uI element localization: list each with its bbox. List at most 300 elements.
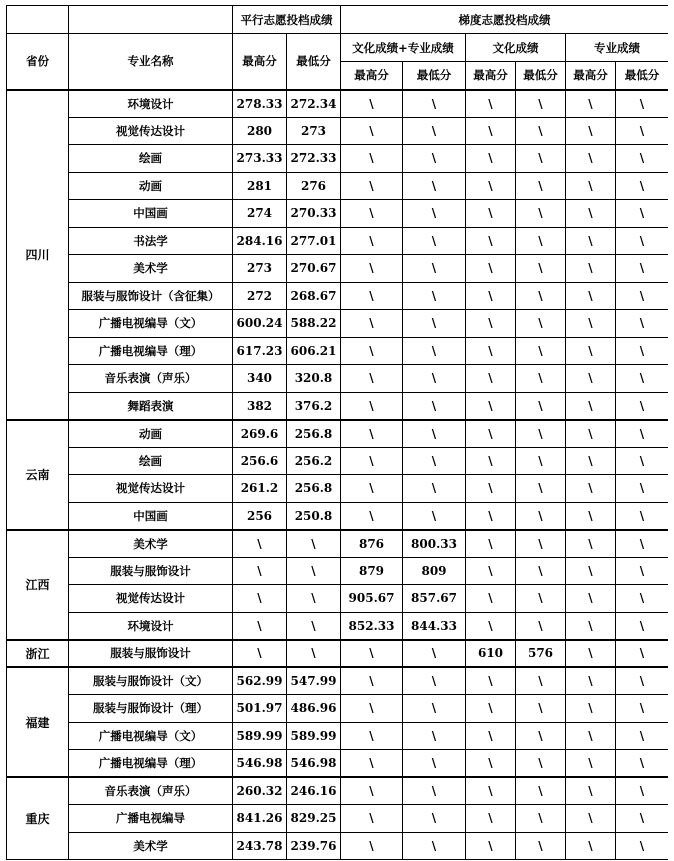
score-cell: \: [616, 447, 669, 475]
score-cell: \: [516, 750, 566, 778]
score-cell: \: [566, 337, 616, 365]
major-name-cell: 广播电视编导（理）: [69, 337, 233, 365]
score-cell: \: [287, 612, 341, 640]
score-cell: \: [466, 557, 516, 585]
score-cell: \: [466, 722, 516, 750]
major-name-cell: 中国画: [69, 200, 233, 228]
score-cell: 857.67: [403, 585, 466, 613]
score-cell: 320.8: [287, 365, 341, 393]
score-cell: \: [566, 255, 616, 283]
score-cell: \: [516, 90, 566, 118]
score-cell: \: [466, 585, 516, 613]
score-cell: 589.99: [287, 722, 341, 750]
score-cell: \: [403, 722, 466, 750]
score-cell: 617.23: [233, 337, 287, 365]
score-cell: \: [516, 420, 566, 448]
score-cell: \: [516, 227, 566, 255]
score-cell: \: [566, 695, 616, 723]
score-cell: \: [566, 612, 616, 640]
score-cell: \: [466, 310, 516, 338]
score-cell: \: [466, 145, 516, 173]
table-row: [7, 227, 669, 255]
score-cell: \: [616, 365, 669, 393]
score-cell: \: [516, 722, 566, 750]
table-row: [7, 420, 669, 448]
score-cell: \: [341, 145, 403, 173]
score-cell: \: [287, 530, 341, 558]
score-cell: \: [616, 502, 669, 530]
major-name-cell: 美术学: [69, 832, 233, 860]
header-gradient: 梯度志愿投档成绩: [341, 6, 669, 34]
score-cell: \: [341, 282, 403, 310]
score-cell: \: [466, 282, 516, 310]
header-combined-max: 最高分: [341, 62, 403, 90]
score-cell: \: [516, 310, 566, 338]
score-cell: \: [516, 530, 566, 558]
score-cell: \: [566, 420, 616, 448]
score-cell: \: [466, 530, 516, 558]
score-cell: \: [616, 227, 669, 255]
major-name-cell: 服装与服饰设计: [69, 557, 233, 585]
score-cell: \: [403, 117, 466, 145]
score-cell: \: [616, 282, 669, 310]
score-cell: 276: [287, 172, 341, 200]
score-cell: \: [341, 172, 403, 200]
score-cell: \: [403, 502, 466, 530]
score-cell: 269.6: [233, 420, 287, 448]
province-cell: 浙江: [7, 640, 69, 668]
score-cell: \: [466, 695, 516, 723]
score-cell: \: [233, 640, 287, 668]
score-cell: \: [403, 750, 466, 778]
score-cell: \: [341, 227, 403, 255]
score-cell: 589.99: [233, 722, 287, 750]
score-cell: 562.99: [233, 667, 287, 695]
score-cell: \: [616, 475, 669, 503]
score-table-container: [6, 5, 668, 861]
table-row: [7, 667, 669, 695]
table-row: [7, 530, 669, 558]
score-cell: \: [516, 447, 566, 475]
score-cell: 273: [233, 255, 287, 283]
table-row: [7, 502, 669, 530]
score-cell: 876: [341, 530, 403, 558]
score-cell: 256: [233, 502, 287, 530]
table-row: [7, 145, 669, 173]
score-cell: \: [287, 557, 341, 585]
score-cell: \: [403, 475, 466, 503]
score-cell: \: [466, 832, 516, 860]
score-cell: \: [233, 530, 287, 558]
score-cell: \: [616, 777, 669, 805]
score-cell: \: [466, 90, 516, 118]
score-cell: \: [341, 722, 403, 750]
score-cell: \: [616, 557, 669, 585]
score-cell: \: [466, 365, 516, 393]
score-cell: \: [566, 90, 616, 118]
table-row: [7, 447, 669, 475]
score-cell: \: [616, 420, 669, 448]
score-cell: \: [341, 832, 403, 860]
major-name-cell: 广播电视编导（理）: [69, 750, 233, 778]
score-cell: 546.98: [287, 750, 341, 778]
score-cell: \: [341, 750, 403, 778]
major-name-cell: 环境设计: [69, 612, 233, 640]
score-cell: \: [341, 365, 403, 393]
score-cell: \: [616, 145, 669, 173]
score-cell: 256.6: [233, 447, 287, 475]
score-cell: \: [403, 337, 466, 365]
score-cell: 486.96: [287, 695, 341, 723]
score-cell: \: [403, 447, 466, 475]
score-cell: 273.33: [233, 145, 287, 173]
score-cell: \: [466, 612, 516, 640]
score-cell: 280: [233, 117, 287, 145]
major-name-cell: 广播电视编导（文）: [69, 722, 233, 750]
score-cell: \: [616, 832, 669, 860]
score-cell: \: [466, 777, 516, 805]
score-cell: 546.98: [233, 750, 287, 778]
score-cell: \: [403, 667, 466, 695]
score-cell: 829.25: [287, 805, 341, 833]
score-cell: 272: [233, 282, 287, 310]
major-name-cell: 服装与服饰设计（含征集）: [69, 282, 233, 310]
score-cell: 844.33: [403, 612, 466, 640]
table-row: [7, 255, 669, 283]
table-row: [7, 805, 669, 833]
score-cell: 256.2: [287, 447, 341, 475]
score-cell: \: [341, 310, 403, 338]
score-cell: \: [566, 640, 616, 668]
major-name-cell: 服装与服饰设计: [69, 640, 233, 668]
province-cell: 重庆: [7, 777, 69, 860]
score-cell: \: [516, 282, 566, 310]
score-cell: \: [341, 420, 403, 448]
table-row: [7, 117, 669, 145]
table-row: [7, 612, 669, 640]
score-cell: \: [341, 90, 403, 118]
table-row: [7, 777, 669, 805]
score-cell: 284.16: [233, 227, 287, 255]
score-cell: \: [566, 447, 616, 475]
header-parallel: 平行志愿投档成绩: [233, 6, 341, 34]
score-cell: \: [341, 805, 403, 833]
score-cell: \: [466, 475, 516, 503]
score-cell: \: [466, 392, 516, 420]
score-cell: \: [566, 805, 616, 833]
score-cell: \: [341, 392, 403, 420]
major-name-cell: 服装与服饰设计（文）: [69, 667, 233, 695]
score-cell: \: [403, 805, 466, 833]
header-professional: 专业成绩: [566, 34, 669, 62]
score-cell: \: [566, 750, 616, 778]
table-row: [7, 392, 669, 420]
score-cell: \: [233, 612, 287, 640]
score-cell: \: [516, 777, 566, 805]
score-cell: 239.76: [287, 832, 341, 860]
score-cell: \: [566, 475, 616, 503]
score-cell: \: [616, 640, 669, 668]
major-name-cell: 视觉传达设计: [69, 475, 233, 503]
score-cell: 610: [466, 640, 516, 668]
score-cell: \: [466, 117, 516, 145]
table-row: [7, 722, 669, 750]
score-cell: \: [233, 557, 287, 585]
score-cell: \: [566, 530, 616, 558]
score-cell: \: [566, 172, 616, 200]
score-cell: 277.01: [287, 227, 341, 255]
score-cell: \: [466, 227, 516, 255]
table-row: [7, 90, 669, 118]
score-cell: \: [466, 337, 516, 365]
score-cell: \: [566, 667, 616, 695]
major-name-cell: 美术学: [69, 530, 233, 558]
score-cell: \: [566, 227, 616, 255]
score-cell: 261.2: [233, 475, 287, 503]
table-row: [7, 750, 669, 778]
score-cell: \: [566, 282, 616, 310]
score-cell: \: [403, 640, 466, 668]
score-cell: \: [341, 695, 403, 723]
score-cell: \: [516, 502, 566, 530]
score-cell: 905.67: [341, 585, 403, 613]
major-name-cell: 舞蹈表演: [69, 392, 233, 420]
major-name-cell: 动画: [69, 172, 233, 200]
score-cell: \: [403, 695, 466, 723]
score-cell: \: [616, 722, 669, 750]
score-cell: \: [516, 695, 566, 723]
score-cell: \: [403, 282, 466, 310]
header-blank-province: [7, 6, 69, 34]
score-cell: 250.8: [287, 502, 341, 530]
score-cell: \: [566, 310, 616, 338]
score-cell: 256.8: [287, 420, 341, 448]
score-cell: 547.99: [287, 667, 341, 695]
score-cell: 501.97: [233, 695, 287, 723]
score-cell: \: [566, 832, 616, 860]
score-cell: \: [516, 585, 566, 613]
table-row: [7, 475, 669, 503]
score-cell: \: [616, 392, 669, 420]
score-cell: \: [466, 447, 516, 475]
score-cell: \: [516, 667, 566, 695]
score-cell: \: [466, 420, 516, 448]
score-cell: 800.33: [403, 530, 466, 558]
score-cell: \: [516, 475, 566, 503]
score-cell: \: [566, 117, 616, 145]
score-cell: \: [616, 530, 669, 558]
table-row: [7, 832, 669, 860]
score-cell: \: [466, 805, 516, 833]
score-cell: \: [616, 667, 669, 695]
score-cell: \: [616, 612, 669, 640]
score-cell: 606.21: [287, 337, 341, 365]
score-cell: 809: [403, 557, 466, 585]
score-cell: \: [516, 255, 566, 283]
score-cell: \: [466, 667, 516, 695]
admission-score-table: [6, 5, 668, 860]
score-cell: \: [341, 475, 403, 503]
score-cell: 270.33: [287, 200, 341, 228]
score-cell: \: [516, 612, 566, 640]
score-cell: \: [341, 200, 403, 228]
score-cell: \: [566, 200, 616, 228]
score-cell: \: [616, 117, 669, 145]
score-cell: 588.22: [287, 310, 341, 338]
province-cell: 福建: [7, 667, 69, 777]
score-cell: \: [403, 777, 466, 805]
score-cell: 256.8: [287, 475, 341, 503]
score-cell: \: [466, 200, 516, 228]
score-cell: \: [616, 172, 669, 200]
score-cell: 852.33: [341, 612, 403, 640]
score-cell: \: [566, 502, 616, 530]
province-cell: 云南: [7, 420, 69, 530]
score-cell: \: [516, 365, 566, 393]
score-cell: 246.16: [287, 777, 341, 805]
major-name-cell: 环境设计: [69, 90, 233, 118]
header-parallel-min: 最低分: [287, 34, 341, 90]
score-cell: \: [403, 172, 466, 200]
major-name-cell: 动画: [69, 420, 233, 448]
major-name-cell: 中国画: [69, 502, 233, 530]
header-culture-min: 最低分: [516, 62, 566, 90]
score-cell: 340: [233, 365, 287, 393]
score-cell: \: [566, 392, 616, 420]
score-cell: \: [403, 420, 466, 448]
score-cell: \: [403, 90, 466, 118]
table-row: [7, 695, 669, 723]
score-cell: \: [616, 337, 669, 365]
score-cell: \: [616, 200, 669, 228]
score-cell: 268.67: [287, 282, 341, 310]
score-cell: 274: [233, 200, 287, 228]
score-cell: \: [466, 502, 516, 530]
score-cell: \: [403, 145, 466, 173]
score-cell: \: [403, 200, 466, 228]
table-row: [7, 585, 669, 613]
header-culture: 文化成绩: [466, 34, 566, 62]
province-cell: 江西: [7, 530, 69, 640]
score-cell: \: [403, 392, 466, 420]
major-name-cell: 广播电视编导（文）: [69, 310, 233, 338]
score-cell: \: [403, 227, 466, 255]
major-name-cell: 音乐表演（声乐）: [69, 365, 233, 393]
score-cell: \: [566, 145, 616, 173]
score-cell: \: [341, 502, 403, 530]
major-name-cell: 音乐表演（声乐）: [69, 777, 233, 805]
score-cell: \: [616, 90, 669, 118]
province-cell: 四川: [7, 90, 69, 420]
table-row: [7, 365, 669, 393]
score-cell: \: [341, 640, 403, 668]
table-row: [7, 172, 669, 200]
score-cell: 281: [233, 172, 287, 200]
score-cell: 272.34: [287, 90, 341, 118]
table-row: [7, 640, 669, 668]
header-professional-min: 最低分: [616, 62, 669, 90]
score-cell: \: [341, 447, 403, 475]
major-name-cell: 绘画: [69, 447, 233, 475]
score-cell: \: [566, 777, 616, 805]
score-cell: \: [341, 337, 403, 365]
score-cell: 272.33: [287, 145, 341, 173]
header-culture-max: 最高分: [466, 62, 516, 90]
major-name-cell: 广播电视编导: [69, 805, 233, 833]
major-name-cell: 绘画: [69, 145, 233, 173]
score-cell: \: [466, 172, 516, 200]
header-province: 省份: [7, 34, 69, 90]
score-cell: \: [616, 310, 669, 338]
score-cell: \: [616, 805, 669, 833]
score-cell: \: [516, 172, 566, 200]
score-cell: \: [616, 695, 669, 723]
header-major: 专业名称: [69, 34, 233, 90]
table-row: [7, 200, 669, 228]
score-cell: \: [516, 805, 566, 833]
header-combined: 文化成绩+专业成绩: [341, 34, 466, 62]
score-cell: \: [516, 392, 566, 420]
score-cell: \: [516, 117, 566, 145]
header-combined-min: 最低分: [403, 62, 466, 90]
score-cell: \: [516, 337, 566, 365]
score-cell: 600.24: [233, 310, 287, 338]
score-cell: 273: [287, 117, 341, 145]
major-name-cell: 美术学: [69, 255, 233, 283]
score-cell: 879: [341, 557, 403, 585]
score-cell: \: [466, 255, 516, 283]
score-cell: \: [566, 557, 616, 585]
score-cell: 278.33: [233, 90, 287, 118]
score-cell: \: [287, 585, 341, 613]
score-cell: 243.78: [233, 832, 287, 860]
major-name-cell: 视觉传达设计: [69, 117, 233, 145]
score-cell: 382: [233, 392, 287, 420]
score-cell: \: [616, 585, 669, 613]
score-cell: \: [341, 667, 403, 695]
score-cell: \: [566, 585, 616, 613]
score-cell: \: [287, 640, 341, 668]
table-row: [7, 557, 669, 585]
score-cell: \: [566, 365, 616, 393]
score-cell: \: [403, 310, 466, 338]
header-professional-max: 最高分: [566, 62, 616, 90]
score-cell: \: [616, 750, 669, 778]
score-cell: \: [516, 200, 566, 228]
major-name-cell: 书法学: [69, 227, 233, 255]
score-cell: \: [566, 722, 616, 750]
score-cell: 576: [516, 640, 566, 668]
score-cell: \: [516, 145, 566, 173]
table-row: [7, 310, 669, 338]
score-cell: \: [616, 255, 669, 283]
header-blank-major: [69, 6, 233, 34]
score-cell: \: [233, 585, 287, 613]
score-cell: \: [516, 557, 566, 585]
score-cell: \: [341, 777, 403, 805]
major-name-cell: 视觉传达设计: [69, 585, 233, 613]
table-row: [7, 337, 669, 365]
score-cell: \: [403, 832, 466, 860]
major-name-cell: 服装与服饰设计（理）: [69, 695, 233, 723]
header-parallel-max: 最高分: [233, 34, 287, 90]
score-cell: \: [341, 117, 403, 145]
score-cell: \: [403, 255, 466, 283]
score-cell: \: [341, 255, 403, 283]
table-row: [7, 282, 669, 310]
score-cell: \: [466, 750, 516, 778]
score-cell: 376.2: [287, 392, 341, 420]
